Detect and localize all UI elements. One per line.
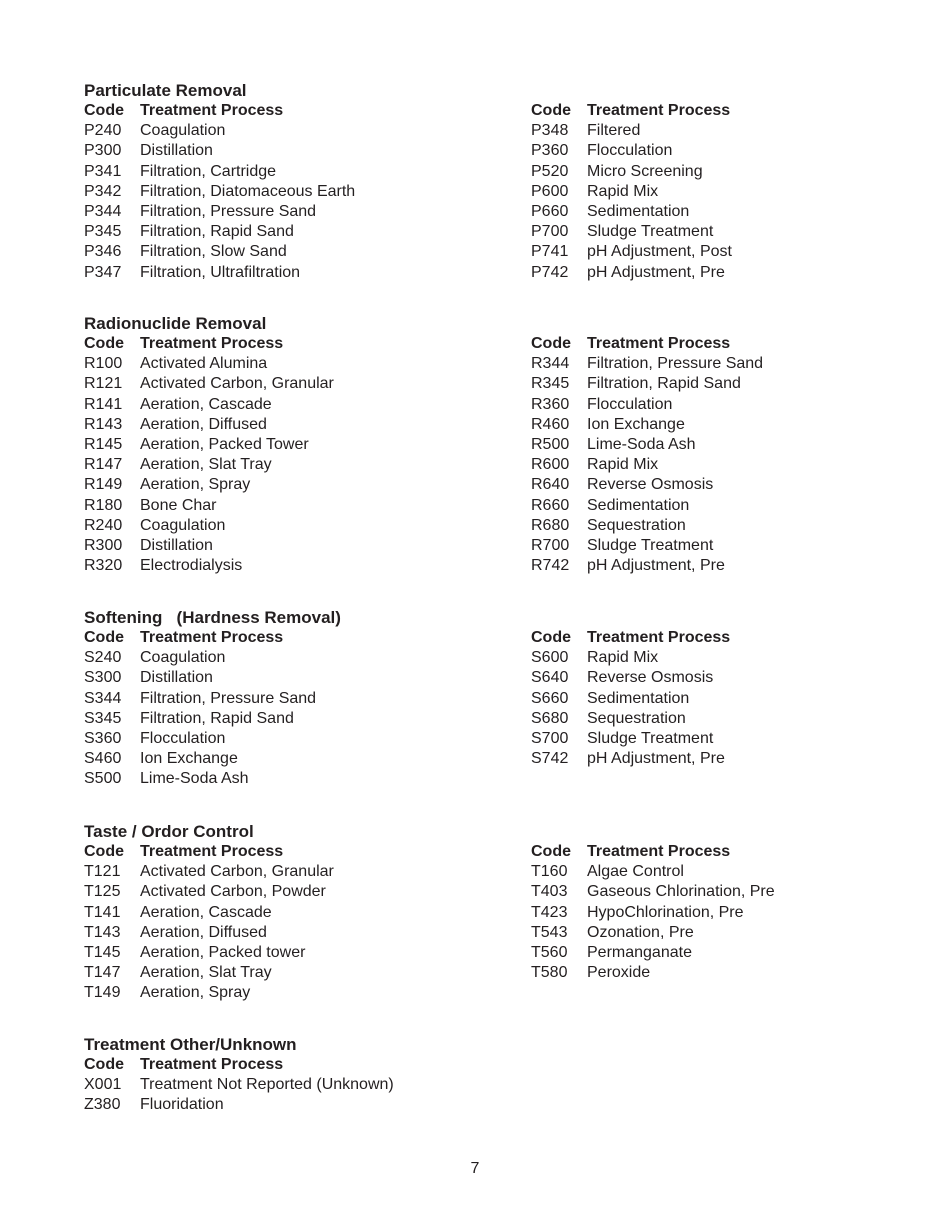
process-cell: Gaseous Chlorination, Pre — [587, 883, 775, 901]
left-code-table — [84, 1055, 394, 1116]
process-cell: Filtration, Pressure Sand — [587, 355, 764, 373]
table-row — [531, 882, 775, 902]
table-row — [531, 668, 730, 688]
process-cell: Filtered — [587, 122, 641, 140]
code-cell: T423 — [531, 903, 568, 921]
table-row — [84, 242, 355, 262]
code-cell: R147 — [84, 456, 123, 474]
code-cell: T560 — [531, 943, 568, 961]
table-row — [531, 455, 763, 475]
table-row — [84, 1095, 394, 1115]
code-cell: R344 — [531, 355, 570, 373]
table-row — [531, 963, 775, 983]
process-cell: Activated Alumina — [140, 355, 268, 373]
process-cell: Filtration, Diatomaceous Earth — [140, 182, 356, 200]
code-cell: R600 — [531, 456, 570, 474]
code-cell: P346 — [84, 243, 122, 261]
process-cell: Reverse Osmosis — [587, 476, 714, 494]
table-row — [84, 963, 334, 983]
right-code-table — [531, 628, 730, 769]
table-row — [84, 882, 334, 902]
code-cell: P742 — [531, 263, 569, 281]
process-header: Treatment Process — [587, 102, 731, 119]
table-header — [531, 628, 730, 648]
code-cell: R360 — [531, 395, 570, 413]
table-row — [84, 141, 355, 161]
code-cell: R345 — [531, 375, 570, 393]
code-cell: T121 — [84, 863, 121, 881]
process-header: Treatment Process — [140, 629, 284, 646]
table-row — [84, 769, 316, 789]
process-cell: pH Adjustment, Post — [587, 243, 732, 261]
table-row — [84, 903, 334, 923]
table-row — [531, 242, 732, 262]
process-cell: Sedimentation — [587, 689, 690, 707]
table-row — [531, 475, 763, 495]
process-cell: Aeration, Packed tower — [140, 943, 306, 961]
process-cell: Reverse Osmosis — [587, 669, 714, 687]
table-row — [84, 536, 334, 556]
code-cell: P344 — [84, 202, 122, 220]
process-cell: Filtration, Pressure Sand — [140, 202, 317, 220]
table-row — [84, 983, 334, 1003]
process-cell: Lime-Soda Ash — [587, 435, 696, 453]
code-cell: P341 — [84, 162, 122, 180]
table-row — [531, 141, 732, 161]
code-cell: R680 — [531, 516, 570, 534]
process-header: Treatment Process — [587, 629, 731, 646]
code-cell: T149 — [84, 984, 121, 1002]
code-cell: S742 — [531, 750, 569, 768]
table-row — [84, 943, 334, 963]
table-row — [84, 862, 334, 882]
process-cell: Sedimentation — [587, 202, 690, 220]
process-cell: Coagulation — [140, 649, 226, 667]
process-cell: Aeration, Cascade — [140, 395, 272, 413]
table-row — [84, 689, 316, 709]
table-row — [84, 182, 355, 202]
table-row — [84, 516, 334, 536]
code-cell: T141 — [84, 903, 121, 921]
process-cell: Aeration, Slat Tray — [140, 456, 272, 474]
code-cell: T145 — [84, 943, 121, 961]
code-header: Code — [84, 843, 124, 860]
process-cell: Flocculation — [140, 729, 226, 747]
code-cell: R141 — [84, 395, 123, 413]
process-cell: Activated Carbon, Granular — [140, 863, 334, 881]
section-title: Radionuclide Removal — [84, 314, 267, 333]
table-header — [84, 101, 355, 121]
code-cell: S500 — [84, 770, 122, 788]
process-cell: Filtration, Rapid Sand — [140, 709, 294, 727]
process-cell: Sludge Treatment — [587, 223, 714, 241]
table-row — [84, 374, 334, 394]
process-cell: Filtration, Slow Sand — [140, 243, 287, 261]
process-cell: Ion Exchange — [140, 750, 238, 768]
process-header: Treatment Process — [140, 102, 284, 119]
code-cell: X001 — [84, 1076, 122, 1094]
code-cell: R100 — [84, 355, 123, 373]
code-header: Code — [531, 843, 571, 860]
left-code-table — [84, 101, 355, 283]
code-cell: R700 — [531, 536, 570, 554]
table-header — [531, 101, 732, 121]
process-cell: Activated Carbon, Powder — [140, 883, 326, 901]
table-row — [84, 222, 355, 242]
process-cell: Sequestration — [587, 516, 686, 534]
table-row — [531, 202, 732, 222]
process-cell: Aeration, Slat Tray — [140, 964, 272, 982]
process-cell: Activated Carbon, Granular — [140, 375, 334, 393]
process-cell: Ozonation, Pre — [587, 923, 694, 941]
process-cell: Distillation — [140, 669, 213, 687]
code-cell: S360 — [84, 729, 122, 747]
table-row — [531, 943, 775, 963]
code-cell: R742 — [531, 557, 570, 575]
code-cell: T147 — [84, 964, 121, 982]
code-cell: P347 — [84, 263, 122, 281]
table-row — [84, 1075, 394, 1095]
table-row — [531, 903, 775, 923]
code-cell: P600 — [531, 182, 569, 200]
table-row — [531, 709, 730, 729]
process-cell: Permanganate — [587, 943, 692, 961]
process-header: Treatment Process — [587, 843, 731, 860]
table-header — [84, 628, 316, 648]
code-cell: R640 — [531, 476, 570, 494]
process-cell: Aeration, Diffused — [140, 415, 267, 433]
process-cell: Electrodialysis — [140, 557, 243, 575]
process-cell: Ion Exchange — [587, 415, 685, 433]
process-cell: Aeration, Packed Tower — [140, 435, 309, 453]
process-cell: Micro Screening — [587, 162, 703, 180]
process-cell: Filtration, Ultrafiltration — [140, 263, 301, 281]
process-cell: Aeration, Diffused — [140, 923, 267, 941]
table-row — [531, 374, 763, 394]
table-row — [84, 354, 334, 374]
table-row — [84, 263, 355, 283]
table-row — [84, 709, 316, 729]
table-row — [84, 668, 316, 688]
table-row — [531, 516, 763, 536]
table-header — [84, 1055, 394, 1075]
table-row — [84, 749, 316, 769]
table-row — [531, 689, 730, 709]
table-row — [531, 435, 763, 455]
code-cell: S660 — [531, 689, 569, 707]
process-cell: Rapid Mix — [587, 649, 659, 667]
code-header: Code — [84, 335, 124, 352]
process-cell: Filtration, Pressure Sand — [140, 689, 317, 707]
code-cell: P360 — [531, 142, 569, 160]
process-cell: Sequestration — [587, 709, 686, 727]
table-row — [531, 415, 763, 435]
process-cell: pH Adjustment, Pre — [587, 557, 725, 575]
right-code-table — [531, 842, 775, 983]
code-cell: R240 — [84, 516, 123, 534]
section-title: Taste / Ordor Control — [84, 822, 254, 841]
code-header: Code — [84, 629, 124, 646]
table-row — [531, 263, 732, 283]
code-cell: T543 — [531, 923, 568, 941]
process-cell: Flocculation — [587, 142, 673, 160]
process-cell: Sedimentation — [587, 496, 690, 514]
process-header: Treatment Process — [140, 843, 284, 860]
code-cell: P240 — [84, 122, 122, 140]
process-cell: HypoChlorination, Pre — [587, 903, 744, 921]
code-cell: T143 — [84, 923, 121, 941]
code-cell: P700 — [531, 223, 569, 241]
process-header: Treatment Process — [140, 335, 284, 352]
process-cell: Sludge Treatment — [587, 536, 714, 554]
table-row — [531, 536, 763, 556]
table-row — [84, 455, 334, 475]
table-row — [531, 395, 763, 415]
table-row — [531, 923, 775, 943]
code-header: Code — [531, 629, 571, 646]
code-cell: S600 — [531, 649, 569, 667]
code-cell: T580 — [531, 964, 568, 982]
table-row — [84, 648, 316, 668]
table-row — [531, 648, 730, 668]
code-cell: S460 — [84, 750, 122, 768]
process-cell: Coagulation — [140, 516, 226, 534]
code-cell: R145 — [84, 435, 123, 453]
section-title: Softening (Hardness Removal) — [84, 608, 341, 627]
process-cell: Distillation — [140, 142, 213, 160]
code-cell: T125 — [84, 883, 121, 901]
code-cell: R121 — [84, 375, 123, 393]
code-header: Code — [84, 1056, 124, 1073]
code-header: Code — [84, 102, 124, 119]
table-row — [84, 475, 334, 495]
table-row — [84, 923, 334, 943]
process-cell: Filtration, Rapid Sand — [140, 223, 294, 241]
table-row — [84, 496, 334, 516]
table-row — [531, 182, 732, 202]
code-header: Code — [531, 335, 571, 352]
table-row — [84, 162, 355, 182]
table-row — [531, 354, 763, 374]
process-cell: Bone Char — [140, 496, 217, 514]
process-cell: Treatment Not Reported (Unknown) — [140, 1076, 394, 1094]
process-cell: pH Adjustment, Pre — [587, 750, 725, 768]
code-cell: T403 — [531, 883, 568, 901]
process-header: Treatment Process — [587, 335, 731, 352]
code-cell: Z380 — [84, 1096, 121, 1114]
table-row — [84, 202, 355, 222]
code-cell: S700 — [531, 729, 569, 747]
code-cell: R320 — [84, 557, 123, 575]
process-cell: Sludge Treatment — [587, 729, 714, 747]
process-cell: Rapid Mix — [587, 456, 659, 474]
process-cell: Peroxide — [587, 964, 651, 982]
code-cell: P300 — [84, 142, 122, 160]
process-cell: Distillation — [140, 536, 213, 554]
page-number: 7 — [470, 1160, 480, 1177]
code-cell: R500 — [531, 435, 570, 453]
table-header — [531, 334, 763, 354]
code-cell: T160 — [531, 863, 568, 881]
process-cell: Filtration, Rapid Sand — [587, 375, 741, 393]
process-cell: Fluoridation — [140, 1096, 224, 1114]
process-cell: Flocculation — [587, 395, 673, 413]
code-cell: S344 — [84, 689, 122, 707]
code-cell: P342 — [84, 182, 122, 200]
section-title: Treatment Other/Unknown — [84, 1035, 297, 1054]
code-cell: P345 — [84, 223, 122, 241]
table-row — [84, 556, 334, 576]
table-row — [531, 222, 732, 242]
code-cell: P520 — [531, 162, 569, 180]
process-cell: Filtration, Cartridge — [140, 162, 277, 180]
table-row — [531, 496, 763, 516]
code-cell: S640 — [531, 669, 569, 687]
table-row — [531, 556, 763, 576]
right-code-table — [531, 334, 763, 576]
code-cell: S240 — [84, 649, 122, 667]
left-code-table — [84, 334, 334, 576]
table-row — [531, 729, 730, 749]
code-cell: R143 — [84, 415, 123, 433]
right-code-table — [531, 101, 732, 283]
process-cell: Rapid Mix — [587, 182, 659, 200]
table-header — [84, 334, 334, 354]
process-cell: Algae Control — [587, 863, 684, 881]
process-cell: Aeration, Spray — [140, 984, 251, 1002]
code-cell: R180 — [84, 496, 123, 514]
code-cell: P660 — [531, 202, 569, 220]
code-cell: P741 — [531, 243, 569, 261]
table-row — [531, 162, 732, 182]
code-cell: R300 — [84, 536, 123, 554]
process-cell: Aeration, Spray — [140, 476, 251, 494]
table-row — [531, 749, 730, 769]
table-header — [84, 842, 334, 862]
code-cell: R149 — [84, 476, 123, 494]
code-cell: R460 — [531, 415, 570, 433]
table-header — [531, 842, 775, 862]
process-cell: pH Adjustment, Pre — [587, 263, 725, 281]
table-row — [84, 435, 334, 455]
table-row — [531, 862, 775, 882]
code-header: Code — [531, 102, 571, 119]
process-cell: Lime-Soda Ash — [140, 770, 249, 788]
process-cell: Coagulation — [140, 122, 226, 140]
code-cell: S345 — [84, 709, 122, 727]
left-code-table — [84, 842, 334, 1004]
process-cell: Aeration, Cascade — [140, 903, 272, 921]
table-row — [84, 395, 334, 415]
table-row — [84, 415, 334, 435]
code-cell: R660 — [531, 496, 570, 514]
table-row — [531, 121, 732, 141]
code-cell: P348 — [531, 122, 569, 140]
table-row — [84, 121, 355, 141]
section-title: Particulate Removal — [84, 81, 247, 100]
code-cell: S680 — [531, 709, 569, 727]
table-row — [84, 729, 316, 749]
left-code-table — [84, 628, 316, 790]
code-cell: S300 — [84, 669, 122, 687]
process-header: Treatment Process — [140, 1056, 284, 1073]
